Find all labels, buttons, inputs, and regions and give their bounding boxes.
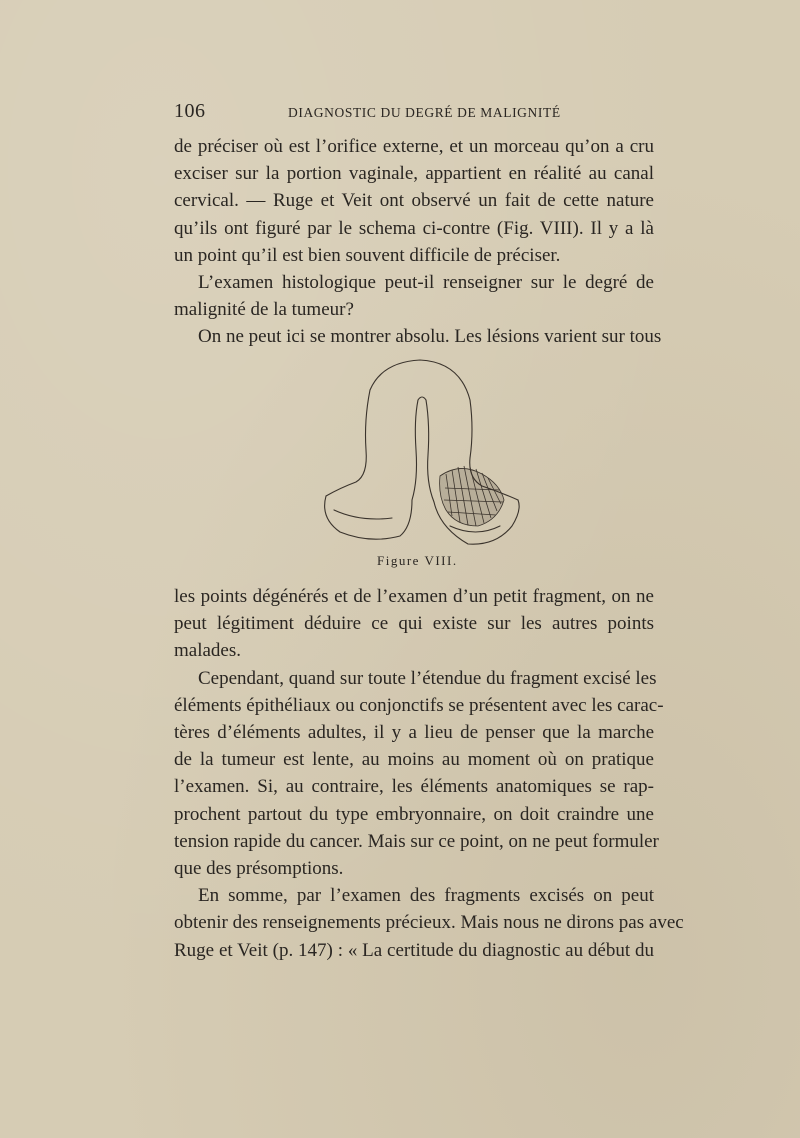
text-line: un point qu’il est bien souvent difficile de préciser. xyxy=(174,244,561,266)
text-line: L’examen histologique peut-il renseigner sur le degré de xyxy=(198,272,654,294)
text-line: éléments épithéliaux ou conjonctifs se présentent avec les carac- xyxy=(174,694,664,716)
page-number: 106 xyxy=(174,100,206,122)
cervix-schema-drawing xyxy=(300,350,530,555)
text-line: En somme, par l’examen des fragments excisés on peut xyxy=(198,885,654,907)
text-line: que des présomptions. xyxy=(174,858,344,880)
paragraph xyxy=(174,133,654,269)
text-line: obtenir des renseignements précieux. Mais nous ne dirons pas avec xyxy=(174,912,684,934)
text-line: Ruge et Veit (p. 147) : « La certitude du diagnostic au début du xyxy=(174,939,654,961)
text-line: On ne peut ici se montrer absolu. Les lésions varient sur tous xyxy=(198,326,662,348)
text-line: malades. xyxy=(174,640,242,662)
paragraph xyxy=(174,882,684,964)
page-header xyxy=(174,100,654,124)
figure-caption: Figure VIII. xyxy=(377,553,458,568)
text-line: l’examen. Si, au contraire, les éléments anatomiques se rap- xyxy=(174,776,654,798)
text-line: qu’ils ont figuré par le schema ci-contre (Fig. VIII). Il y a là xyxy=(174,217,654,239)
text-line: les points dégénérés et de l’examen d’un petit fragment, on ne xyxy=(174,586,654,607)
figure-viii-illustration xyxy=(300,350,530,555)
running-title: DIAGNOSTIC DU DEGRÉ DE MALIGNITÉ xyxy=(288,105,561,120)
text-line: Cependant, quand sur toute l’étendue du fragment excisé les xyxy=(198,667,657,689)
paragraph xyxy=(174,583,654,665)
paragraph xyxy=(174,665,664,883)
paragraph xyxy=(174,323,662,350)
paragraph xyxy=(174,269,654,323)
text-line: cervical. — Ruge et Veit ont observé un fait de cette nature xyxy=(174,190,654,212)
text-line: peut légitiment déduire ce qui existe sur les autres points xyxy=(174,613,654,635)
text-line: de la tumeur est lente, au moins au moment où on pratique xyxy=(174,749,654,771)
text-line: exciser sur la portion vaginale, appartient en réalité au canal xyxy=(174,163,654,185)
text-block-bottom xyxy=(174,583,684,964)
text-line: tension rapide du cancer. Mais sur ce point, on ne peut formuler xyxy=(174,830,659,852)
text-line: malignité de la tumeur? xyxy=(174,299,354,321)
text-line: de préciser où est l’orifice externe, et un morceau qu’on a cru xyxy=(174,136,654,157)
text-line: prochent partout du type embryonnaire, on doit craindre une xyxy=(174,803,654,825)
text-block-top xyxy=(174,133,662,351)
text-line: tères d’éléments adultes, il y a lieu de penser que la marche xyxy=(174,722,654,744)
